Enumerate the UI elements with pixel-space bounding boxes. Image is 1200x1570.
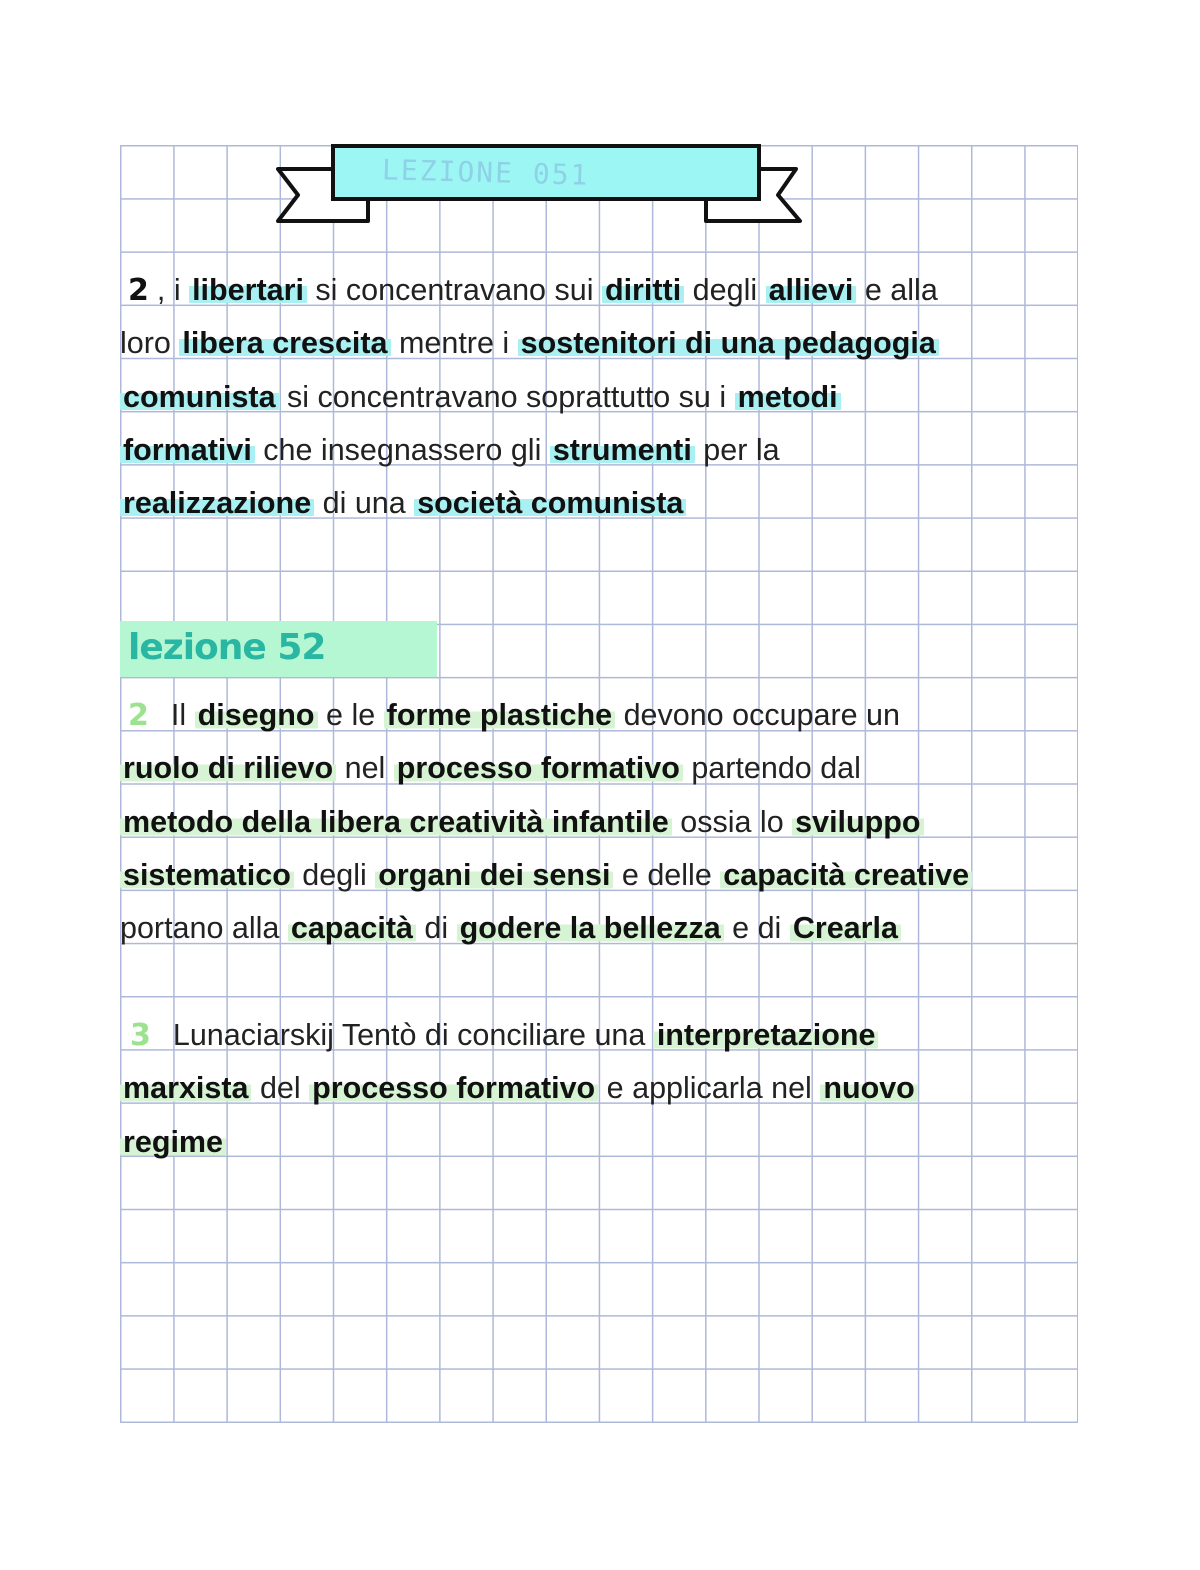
text-line xyxy=(120,432,780,468)
highlighted-term: realizzazione xyxy=(120,486,314,520)
text-segment: devono occupare un xyxy=(615,698,900,732)
text-line xyxy=(120,485,686,521)
text-segment: di una xyxy=(314,486,415,521)
text-segment: e le xyxy=(317,698,384,732)
highlighted-term: nuovo xyxy=(820,1071,918,1105)
highlighted-term: sviluppo xyxy=(792,805,923,839)
highlighted-term: regime xyxy=(120,1125,226,1159)
highlighted-term: ruolo di rilievo xyxy=(120,751,336,785)
text-segment: per la xyxy=(694,432,780,467)
text-segment: si concentravano sui xyxy=(306,273,602,307)
text-line xyxy=(120,697,900,734)
highlighted-term: godere la bellezza xyxy=(457,911,724,945)
text-segment: e delle xyxy=(613,857,721,892)
point-number: 2 xyxy=(128,698,149,733)
highlighted-term: metodo della libera creatività infantile xyxy=(120,805,672,839)
text-segment: portano alla xyxy=(120,911,288,946)
text-line xyxy=(120,379,841,415)
text-segment: che insegnassero gli xyxy=(254,432,550,467)
text-segment: Lunaciarskij Tentò di conciliare una xyxy=(172,1018,654,1052)
highlighted-term: libera crescita xyxy=(179,326,390,360)
highlighted-term: marxista xyxy=(120,1071,251,1105)
highlighted-term: capacità creative xyxy=(720,858,972,892)
text-line xyxy=(120,325,939,361)
highlighted-term: disegno xyxy=(195,698,318,732)
text-segment: partendo dal xyxy=(682,751,861,786)
text-line xyxy=(120,1124,226,1160)
text-segment: Il xyxy=(170,698,195,732)
highlighted-term: capacità xyxy=(288,911,416,945)
text-segment: e applicarla nel xyxy=(598,1071,821,1106)
highlighted-term: interpretazione xyxy=(654,1018,879,1052)
highlighted-term: processo formativo xyxy=(394,751,683,785)
text-segment: loro xyxy=(120,326,180,361)
text-line xyxy=(120,857,972,893)
text-segment: , i xyxy=(156,273,190,307)
highlighted-term: Crearla xyxy=(790,911,901,945)
highlighted-term: diritti xyxy=(602,273,684,307)
highlighted-term: società comunista xyxy=(414,486,686,520)
heading-title: lezione 52 xyxy=(128,627,326,668)
text-segment: ossia lo xyxy=(671,804,793,839)
text-segment: di xyxy=(415,911,457,946)
highlighted-term: strumenti xyxy=(550,433,695,467)
highlighted-term: processo formativo xyxy=(309,1071,598,1105)
highlighted-term: comunista xyxy=(120,380,279,414)
highlighted-term: sostenitori di una pedagogia xyxy=(518,326,939,360)
highlighted-term: forme plastiche xyxy=(384,698,615,732)
text-segment: nel xyxy=(336,751,394,786)
highlighted-term: allievi xyxy=(766,273,857,307)
text-segment: del xyxy=(251,1071,310,1106)
text-line xyxy=(120,750,861,786)
text-line xyxy=(120,272,938,309)
highlighted-term: formativi xyxy=(120,433,255,467)
text-segment: degli xyxy=(293,857,376,892)
text-line xyxy=(120,1070,918,1106)
point-number: 2 xyxy=(128,273,149,308)
heading-lezione-52 xyxy=(120,621,437,677)
text-line xyxy=(120,1017,878,1054)
highlighted-term: organi dei sensi xyxy=(375,858,613,892)
text-segment: e alla xyxy=(856,273,938,307)
text-line xyxy=(120,910,901,946)
text-segment: mentre i xyxy=(390,326,518,361)
highlighted-term: libertari xyxy=(189,273,307,307)
text-segment: si concentravano soprattutto su i xyxy=(278,379,735,414)
highlighted-term: sistematico xyxy=(120,858,294,892)
text-segment: degli xyxy=(684,273,766,307)
text-segment: e di xyxy=(723,911,790,946)
banner-title: LEZIONE 051 xyxy=(381,153,590,192)
highlighted-term: metodi xyxy=(735,380,841,414)
text-line xyxy=(120,804,924,840)
point-number: 3 xyxy=(130,1018,151,1053)
